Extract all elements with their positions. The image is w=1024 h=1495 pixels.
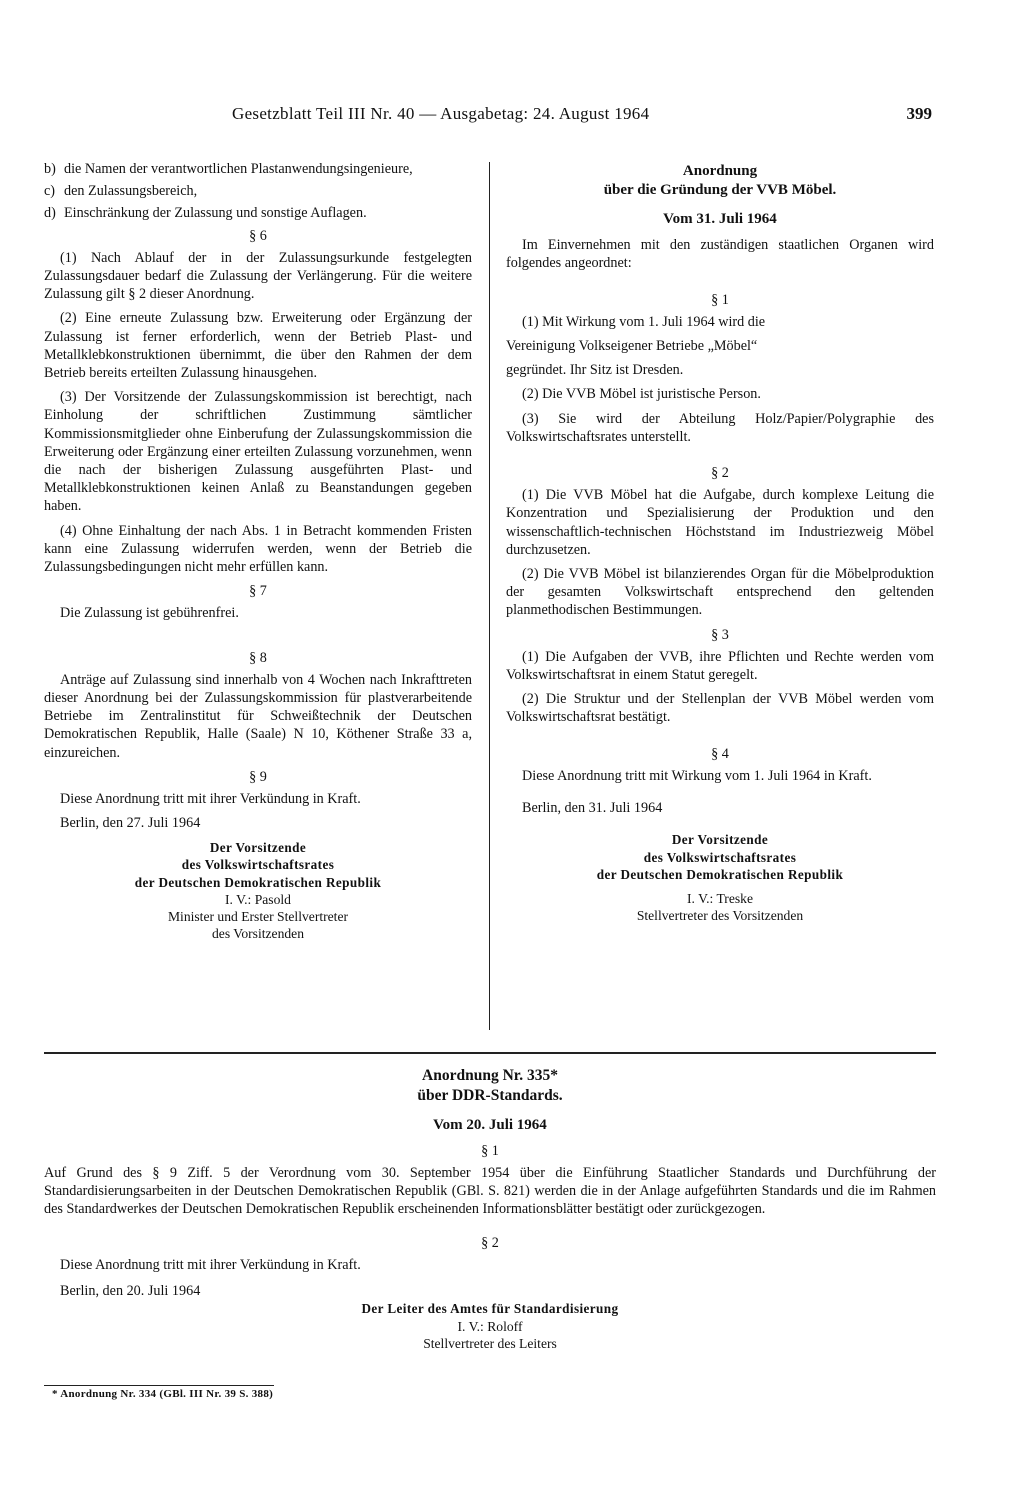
section-6-paragraph-2: (2) Eine erneute Zulassung bzw. Erweiterung oder Ergänzung der Zulassung ist ferner erforderlich, wenn der Betrieb Plast- und Metallklebkonstruktionen übernimmt, die über den Rahmen der dem Betrieb bereits erteilten Zulassung hinausgehen.	[44, 310, 472, 382]
section-1-organization: Vereinigung Volkseigener Betriebe „Möbel“	[506, 338, 758, 355]
section-1-paragraph-1-end: gegründet. Ihr Sitz ist Dresden.	[506, 362, 684, 379]
section-8-heading: § 8	[249, 649, 267, 666]
section-3-paragraph-1: (1) Die Aufgaben der VVB, ihre Pflichten und Rechte werden vom Volkswirtschaftsrat in einem Statut geregelt.	[506, 648, 934, 684]
column-divider	[489, 162, 490, 1030]
section-3-paragraph-2: (2) Die Struktur und der Stellenplan der VVB Möbel werden vom Volkswirtschaftsrat bestätigt.	[506, 691, 934, 726]
list-item	[44, 204, 472, 222]
section-9-text: Diese Anordnung tritt mit ihrer Verkündung in Kraft.	[60, 791, 361, 808]
section-6-paragraph-1: (1) Nach Ablauf der in der Zulassungsurkunde festgelegten Zulassungsdauer bedarf die Zulassung der Verlängerung. Für die weitere Zulassung gilt § 2 dieser Anordnung.	[44, 249, 472, 303]
place-date: Berlin, den 27. Juli 1964	[60, 815, 201, 832]
document-date: Vom 31. Juli 1964	[663, 211, 777, 227]
signer-state: der Deutschen Demokratischen Republik	[134, 874, 382, 890]
section-1-paragraph-3: (3) Sie wird der Abteilung Holz/Papier/Polygraphie des Volkswirtschaftsrates unterstellt.	[506, 410, 934, 445]
left-column	[44, 160, 472, 942]
list-text: den Zulassungsbereich,	[64, 183, 198, 200]
signer-body: des Volkswirtschaftsrates	[643, 849, 797, 865]
section-6-paragraph-3: (3) Der Vorsitzende der Zulassungskommission ist berechtigt, nach Einholung der schriftlichen Zustimmung sämtlicher Kommissionsmitglieder ohne Einberufung der Zulassungskommission die Erweiterung oder Ergänzung einer erteilten Zulassung vorzunehmen, wenn die nach der bisherigen Zulassung ausgeführten Plast- und Metallklebkonstruktionen keinen Anlaß zu Beanstandungen gegeben haben.	[44, 389, 472, 515]
section-4-heading: § 4	[711, 745, 729, 762]
section-2-paragraph-2: (2) Die VVB Möbel ist bilanzierendes Organ für die Möbelproduktion der gesamten Volkswirtschaft entsprechend den geltenden planmethodischen Bestimmungen.	[506, 566, 934, 619]
footnote: * Anordnung Nr. 334 (GBl. III Nr. 39 S. 388)	[52, 1388, 274, 1400]
signer-role: Stellvertreter des Vorsitzenden	[636, 907, 804, 923]
signer-title: Der Vorsitzende	[671, 832, 769, 848]
signer-name: I. V.: Treske	[687, 890, 753, 906]
section-2-text: Diese Anordnung tritt mit ihrer Verkündung in Kraft.	[60, 1257, 361, 1273]
list-item	[44, 182, 472, 200]
signer-title: Der Leiter des Amtes für Standardisierung	[361, 1301, 619, 1316]
document-subtitle: über DDR-Standards.	[417, 1087, 563, 1104]
signer-body: des Volkswirtschaftsrates	[181, 857, 335, 872]
page-header	[232, 104, 932, 134]
document-title: Anordnung Nr. 335*	[422, 1067, 558, 1084]
section-1-heading: § 1	[481, 1143, 499, 1159]
signer-role: Stellvertreter des Leiters	[423, 1335, 557, 1351]
place-date: Berlin, den 20. Juli 1964	[60, 1283, 201, 1299]
document-title: Anordnung	[682, 163, 758, 179]
section-9-heading: § 9	[249, 768, 267, 785]
section-1-paragraph-1: (1) Mit Wirkung vom 1. Juli 1964 wird die	[522, 313, 766, 330]
section-6-paragraph-4: (4) Ohne Einhaltung der nach Abs. 1 in Betracht kommenden Fristen kann eine Zulassung widerrufen werden, wenn der Betrieb die Zulassungsbedingungen nicht mehr erfüllen kann.	[44, 522, 472, 576]
section-4-text: Diese Anordnung tritt mit Wirkung vom 1. Juli 1964 in Kraft.	[522, 767, 872, 784]
right-column	[506, 162, 934, 924]
bottom-section	[44, 1066, 936, 1352]
list-text: Einschränkung der Zulassung und sonstige Auflagen.	[64, 205, 367, 222]
section-2-heading: § 2	[711, 465, 729, 482]
list-text: die Namen der verantwortlichen Plastanwendungsingenieure,	[64, 161, 413, 177]
document-date: Vom 20. Juli 1964	[433, 1117, 547, 1133]
list-label: d)	[44, 205, 56, 222]
signature-block	[44, 839, 472, 943]
list-label: c)	[44, 183, 56, 200]
page-number: 399	[906, 104, 932, 123]
signer-name: I. V.: Pasold	[225, 892, 291, 907]
signer-state: der Deutschen Demokratischen Republik	[596, 867, 844, 883]
signature-block	[506, 831, 934, 924]
list-item	[44, 160, 472, 178]
section-8-text: Anträge auf Zulassung sind innerhalb von 4 Wochen nach Inkrafttreten dieser Anordnung bei der Zulassungskommission für plastverarbeitende Betriebe im Zentralinstitut für Schweißtechnik der Deutschen Demokratischen Republik, Halle (Saale) N 10, Köthener Straße 33 a, einzureichen.	[44, 671, 472, 761]
section-divider	[44, 1052, 936, 1054]
section-2-heading: § 2	[481, 1235, 499, 1251]
footnote-divider	[44, 1385, 274, 1386]
section-1-text: Auf Grund des § 9 Ziff. 5 der Verordnung vom 30. September 1954 über die Einführung Staatlicher Standards und Durchführung der Standardisierungsarbeiten in der Deutschen Demokratischen Republik (GBl. S. 821) werden die in der Anlage aufgeführten Standards und die im Rahmen des Standardwerkes der Deutschen Demokratischen Republik erscheinenden Informationsblätter bestätigt oder zurückgezogen.	[44, 1165, 936, 1217]
section-1-heading: § 1	[711, 291, 729, 308]
header-title: Gesetzblatt Teil III Nr. 40 — Ausgabetag: 24. August 1964	[232, 104, 650, 123]
signer-name: I. V.: Roloff	[457, 1318, 523, 1334]
section-6-heading: § 6	[249, 227, 267, 244]
section-3-heading: § 3	[711, 626, 729, 643]
signature-block	[44, 1300, 936, 1352]
section-2-paragraph-1: (1) Die VVB Möbel hat die Aufgabe, durch komplexe Leitung die Konzentration und Spezialisierung der Produktion und den wissenschaftlich-technischen Höchststand im Industriezweig Möbel durchzusetzen.	[506, 487, 934, 558]
signer-role: des Vorsitzenden	[212, 926, 304, 941]
intro-text: Im Einvernehmen mit den zuständigen staatlichen Organen wird folgendes angeordnet:	[506, 237, 934, 272]
place-date: Berlin, den 31. Juli 1964	[522, 800, 663, 817]
section-7-text: Die Zulassung ist gebührenfrei.	[60, 605, 239, 622]
signer-role: Minister und Erster Stellvertreter	[167, 909, 349, 924]
section-1-paragraph-2: (2) Die VVB Möbel ist juristische Person.	[522, 386, 761, 403]
signer-title: Der Vorsitzende	[209, 839, 307, 855]
list-label: b)	[44, 161, 56, 177]
section-7-heading: § 7	[249, 583, 267, 600]
document-subtitle: über die Gründung der VVB Möbel.	[603, 182, 837, 198]
